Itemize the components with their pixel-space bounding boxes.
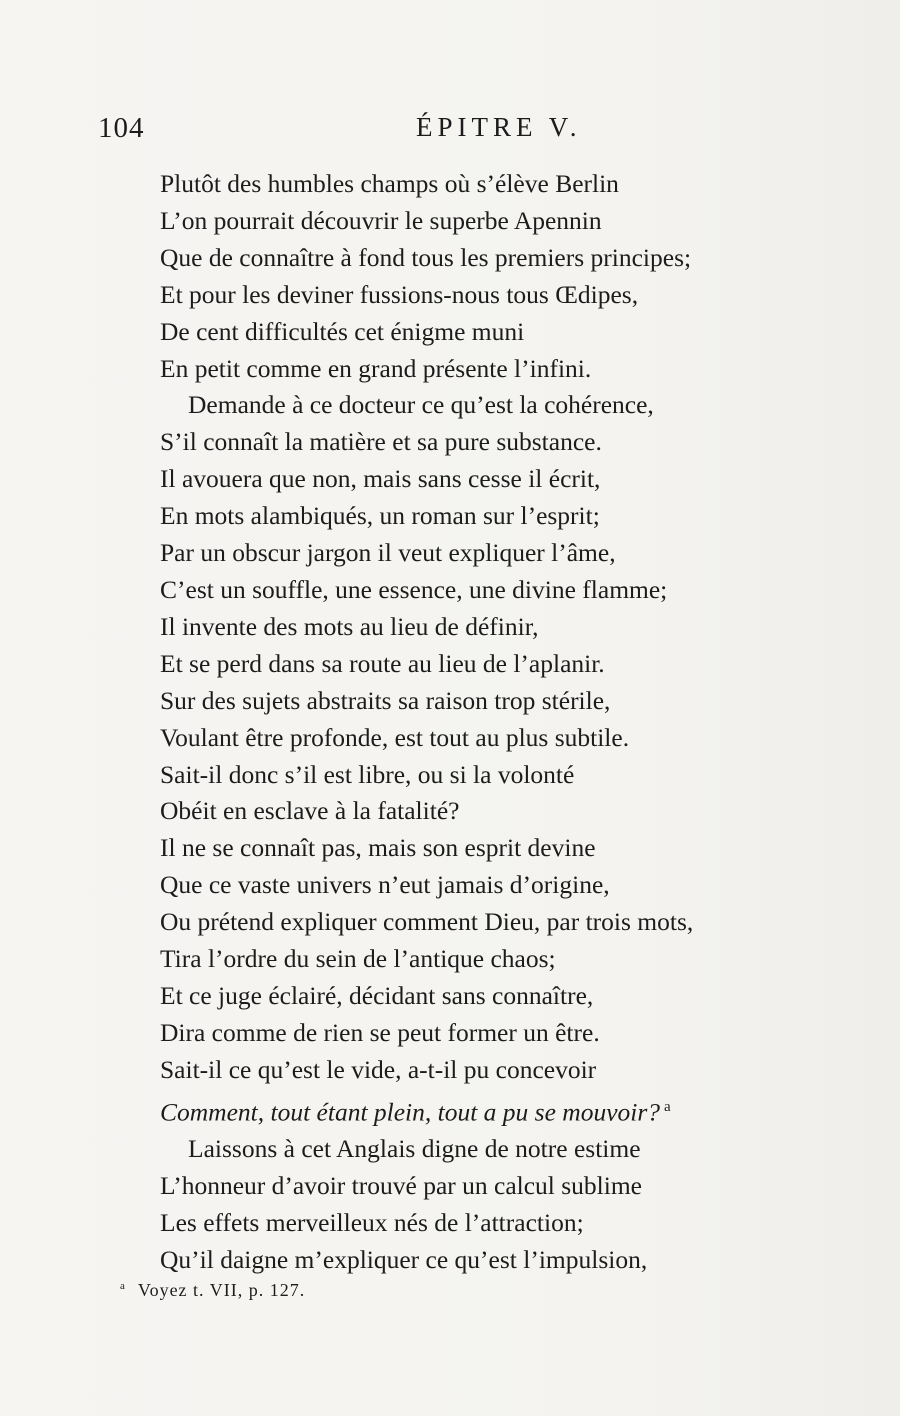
verse-line: Sur des sujets abstraits sa raison trop stérile,: [160, 685, 611, 715]
verse-line-italic: [160, 1089, 860, 1131]
running-header: [98, 112, 658, 156]
verse-line: En mots alambiqués, un roman sur l’esprit;: [160, 501, 600, 531]
verse-line: Plutôt des humbles champs où s’élève Berlin: [160, 169, 619, 198]
footnote-reference: a: [664, 1098, 671, 1115]
verse-line: Sait-il donc s’il est libre, ou si la volonté: [160, 759, 575, 789]
verse-line: Et se perd dans sa route au lieu de l’aplanir.: [160, 648, 605, 678]
running-title: ÉPITRE V.: [416, 112, 582, 142]
verse-line: Et pour les deviner fussions-nous tous Œdipes,: [160, 279, 639, 309]
verse-line: S’il connaît la matière et sa pure substance.: [160, 427, 602, 457]
footnote-mark: a: [120, 1280, 126, 1292]
verse-line: De cent difficultés cet énigme muni: [160, 316, 525, 346]
verse-line: L’honneur d’avoir trouvé par un calcul sublime: [160, 1170, 642, 1200]
verse-line: Demande à ce docteur ce qu’est la cohérence,: [188, 390, 654, 420]
verse-line: Dira comme de rien se peut former un être.: [160, 1017, 600, 1047]
verse-line: Obéit en esclave à la fatalité?: [160, 796, 460, 826]
verse-line: Sait-il ce qu’est le vide, a-t-il pu concevoir: [160, 1054, 597, 1084]
footnote-text: Voyez t. VII, p. 127.: [137, 1280, 306, 1300]
verse-line: Il invente des mots au lieu de définir,: [160, 611, 539, 641]
verse-line: Voulant être profonde, est tout au plus subtile.: [160, 722, 630, 752]
verse-line: Tira l’ordre du sein de l’antique chaos;: [160, 944, 556, 974]
verse-line: En petit comme en grand présente l’infini.: [160, 353, 592, 383]
verse-line: Les effets merveilleux nés de l’attraction;: [160, 1207, 584, 1237]
verse-line: Par un obscur jargon il veut expliquer l’âme,: [160, 538, 616, 568]
verse-line: Ou prétend expliquer comment Dieu, par trois mots,: [160, 907, 694, 937]
verse-block: [160, 166, 860, 1279]
verse-line: Laissons à cet Anglais digne de notre estime: [188, 1134, 641, 1164]
verse-line: Qu’il daigne m’expliquer ce qu’est l’impulsion,: [160, 1244, 648, 1274]
verse-line: Et ce juge éclairé, décidant sans connaître,: [160, 980, 594, 1010]
verse-line: Que de connaître à fond tous les premiers principes;: [160, 242, 692, 272]
verse-line: Il ne se connaît pas, mais son esprit devine: [160, 833, 596, 863]
page-number: 104: [98, 112, 145, 144]
footnote: [120, 1280, 305, 1301]
italic-quote: Comment, tout étant plein, tout a pu se mouvoir?: [160, 1097, 661, 1127]
verse-line: C’est un souffle, une essence, une divine flamme;: [160, 574, 668, 604]
verse-line: L’on pourrait découvrir le superbe Apennin: [160, 205, 602, 235]
verse-line: Il avouera que non, mais sans cesse il écrit,: [160, 464, 601, 494]
verse-line: Que ce vaste univers n’eut jamais d’origine,: [160, 870, 610, 900]
